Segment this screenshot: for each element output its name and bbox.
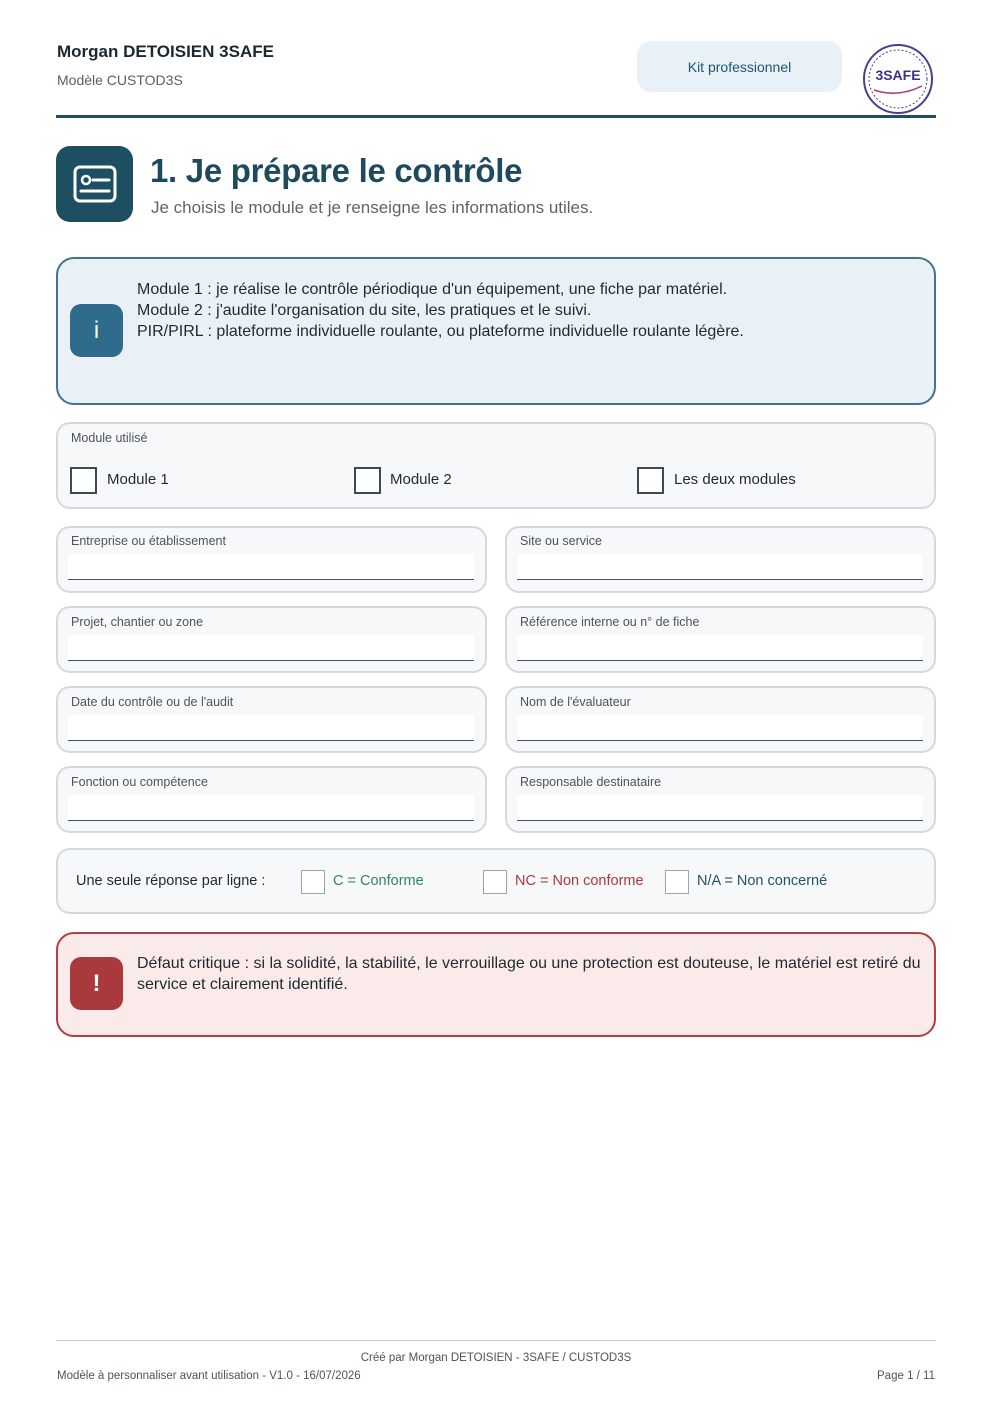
footer-credit: Créé par Morgan DETOISIEN - 3SAFE / CUSTOD3S	[360, 1352, 632, 1364]
legend-conforme-checkbox	[301, 870, 325, 894]
module-1-label: Module 1	[107, 471, 169, 488]
warning-icon: !	[70, 957, 123, 1010]
info-line: Module 1 : je réalise le contrôle périodique d'un équipement, une fiche par matériel.	[137, 281, 728, 298]
info-line: Module 2 : j'audite l'organisation du site, les pratiques et le suivi.	[137, 302, 592, 319]
module-1-checkbox[interactable]	[70, 467, 97, 494]
site-field-label: Site ou service	[520, 534, 602, 548]
footer-version: Modèle à personnaliser avant utilisation - V1.0 - 16/07/2026	[57, 1370, 361, 1382]
svg-text:3SAFE: 3SAFE	[875, 67, 921, 83]
module-select-card	[56, 422, 936, 509]
reference-field[interactable]	[517, 635, 923, 661]
3safe-seal-logo	[858, 42, 938, 116]
both-modules-label: Les deux modules	[674, 471, 796, 488]
function-field-label: Fonction ou compétence	[71, 775, 208, 789]
section-subtitle: Je choisis le module et je renseigne les informations utiles.	[151, 198, 594, 217]
evaluator-field[interactable]	[517, 715, 923, 741]
date-field[interactable]	[68, 715, 474, 741]
id-card-icon	[56, 146, 133, 222]
legend-non-concerne-label: N/A = Non concerné	[697, 873, 828, 889]
author-name: Morgan DETOISIEN 3SAFE	[57, 42, 274, 61]
page-number: Page 1 / 11	[877, 1370, 935, 1382]
module-2-checkbox[interactable]	[354, 467, 381, 494]
legend-conforme-label: C = Conforme	[333, 873, 424, 889]
legend-non-conforme-label: NC = Non conforme	[515, 873, 644, 889]
site-field[interactable]	[517, 554, 923, 580]
footer-divider	[56, 1340, 936, 1341]
legend-intro: Une seule réponse par ligne :	[76, 873, 266, 889]
legend-non-conforme-checkbox	[483, 870, 507, 894]
critical-alert-text: Défaut critique : si la solidité, la stabilité, le verrouillage ou une protection est douteuse, le matériel est retiré du service et clairement identifié.	[137, 955, 921, 993]
info-icon: i	[70, 304, 123, 357]
date-field-label: Date du contrôle ou de l'audit	[71, 695, 234, 709]
model-name: Modèle CUSTOD3S	[57, 72, 183, 88]
kit-badge: Kit professionnel	[637, 41, 842, 92]
function-field[interactable]	[68, 795, 474, 821]
legend-non-concerne-checkbox	[665, 870, 689, 894]
info-text	[137, 279, 744, 342]
project-field-label: Projet, chantier ou zone	[71, 615, 204, 629]
reference-field-label: Référence interne ou n° de fiche	[520, 615, 700, 629]
module-select-label: Module utilisé	[71, 431, 148, 445]
company-field-label: Entreprise ou établissement	[71, 534, 226, 548]
project-field[interactable]	[68, 635, 474, 661]
company-field[interactable]	[68, 554, 474, 580]
both-modules-checkbox[interactable]	[637, 467, 664, 494]
module-2-label: Module 2	[390, 471, 452, 488]
recipient-field-label: Responsable destinataire	[520, 775, 662, 789]
info-line: PIR/PIRL : plateforme individuelle roulante, ou plateforme individuelle roulante légère.	[137, 323, 744, 340]
recipient-field[interactable]	[517, 795, 923, 821]
evaluator-field-label: Nom de l'évaluateur	[520, 695, 631, 709]
header-divider	[56, 115, 936, 118]
section-title: 1. Je prépare le contrôle	[150, 152, 523, 189]
